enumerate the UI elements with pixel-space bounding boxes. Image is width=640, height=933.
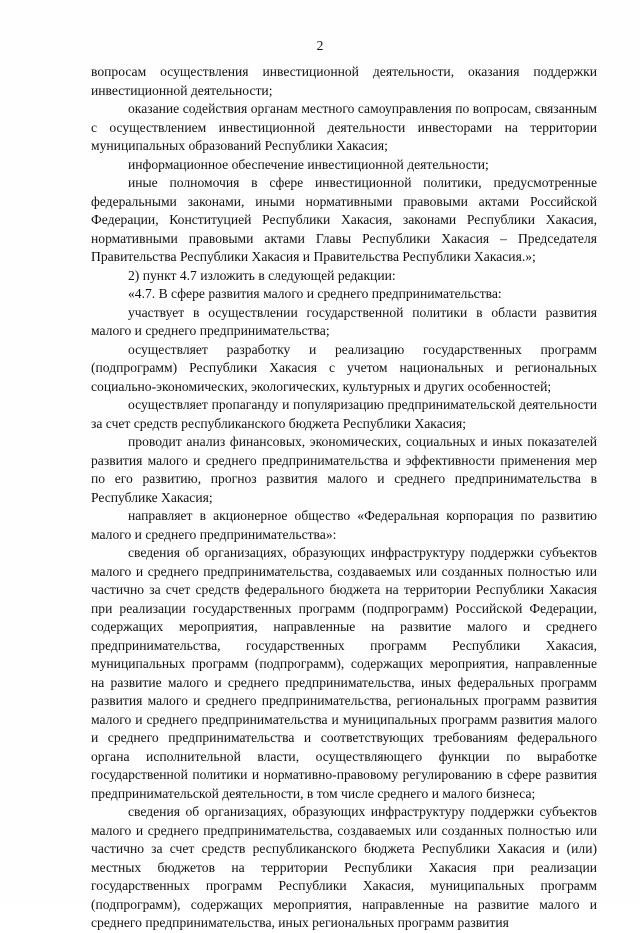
page-number: 2 bbox=[316, 38, 324, 53]
paragraph: осуществляет пропаганду и популяризацию предпринимательской деятельности за счет средств республиканского бюджета Республики Хакасия; bbox=[91, 397, 597, 431]
paragraph: информационное обеспечение инвестиционной деятельности; bbox=[128, 156, 489, 172]
paragraph: вопросам осуществления инвестиционной деятельности, оказания поддержки инвестиционной деятельности; bbox=[91, 64, 597, 98]
paragraph: иные полномочия в сфере инвестиционной политики, предусмотренные федеральными законами, иными нормативными правовыми актами Российской Федерации, Конституцией Республики Хакасия, законами Республики Хакасия, нормативными правовыми актами Главы Республики Хакасия – Председателя Правительства Республики Хакасия и Правительства Республики Хакасия.»; bbox=[91, 175, 597, 264]
document-body bbox=[91, 63, 597, 933]
paragraph: направляет в акционерное общество «Федеральная корпорация по развитию малого и среднего предпринимательства»: bbox=[91, 508, 597, 542]
paragraph: участвует в осуществлении государственной политики в области развития малого и среднего предпринимательства; bbox=[91, 304, 597, 338]
paragraph: проводит анализ финансовых, экономических, социальных и иных показателей развития малого и среднего предпринимательства и эффективности применения мер по его развитию, прогноз развития малого и среднего предпринимательства в Республике Хакасия; bbox=[91, 434, 597, 505]
paragraph: осуществляет разработку и реализацию государственных программ (подпрограмм) Республики Хакасия с учетом национальных и региональных социально-экономических, экологических, культурных и других особенностей; bbox=[91, 341, 597, 394]
paragraph: сведения об организациях, образующих инфраструктуру поддержки субъектов малого и среднего предпринимательства, создаваемых или созданных полностью или частично за счет средств федерального бюджета на территории Республики Хакасия при реализации государственных программ (подпрограмм) Российской Федерации, содержащих мероприятия, направленные на развитие малого и среднего предпринимательства, государственных программ Республики Хакасия, муниципальных программ (подпрограмм), содержащих мероприятия, направленные на развитие малого и среднего предпринимательства, иных федеральных программ развития малого и среднего предпринимательства, региональных программ развития малого и среднего предпринимательства и муниципальных программ развития малого и среднего предпринимательства и соответствующих требованиям федерального органа исполнительной власти, осуществляющего функции по выработке государственной политики и нормативно-правовому регулированию в сфере развития предпринимательской деятельности, в том числе среднего и малого бизнеса; bbox=[91, 545, 597, 801]
paragraph: сведения об организациях, образующих инфраструктуру поддержки субъектов малого и среднего предпринимательства, создаваемых или созданных полностью или частично за счет средств республиканского бюджета Республики Хакасия и (или) местных бюджетов на территории Республики Хакасия при реализации государственных программ Республики Хакасия, муниципальных программ (подпрограмм), содержащих мероприятия, направленные на развитие малого и среднего предпринимательства, иных региональных программ развития bbox=[91, 804, 597, 930]
paragraph: оказание содействия органам местного самоуправления по вопросам, связанным с осуществлением инвестиционной деятельности инвесторами на территории муниципальных образований Республики Хакасия; bbox=[91, 101, 597, 153]
paragraph: 2) пункт 4.7 изложить в следующей редакции: bbox=[128, 267, 396, 283]
paragraph: «4.7. В сфере развития малого и среднего предпринимательства: bbox=[128, 286, 502, 301]
